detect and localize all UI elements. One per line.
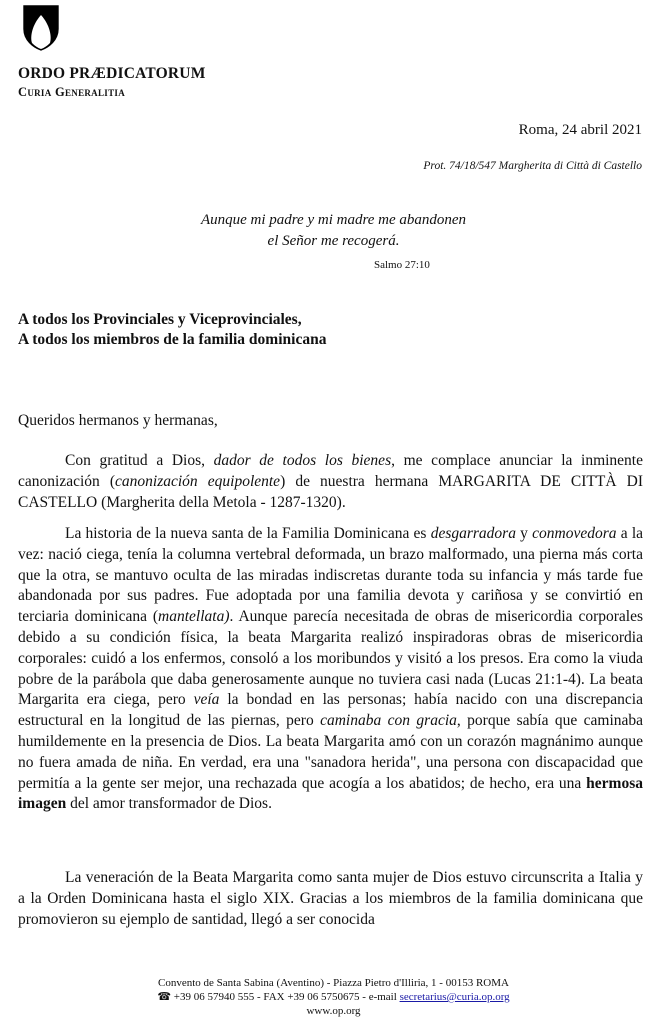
- email-link[interactable]: secretarius@curia.op.org: [399, 991, 510, 1003]
- body-paragraph: La historia de la nueva santa de la Familia Dominicana es desgarradora y conmovedora a la vez: nació ciega, tenía la columna vertebral deformada, un brazo malformado, una pierna más corta que la otra, se mantuvo oculta de las miradas indiscretas durante toda su infancia y más tarde fue abandonada por sus padres. Fue adoptada por una familia devota y cariñosa y se convirtió en terciaria dominicana (mantellata). Aunque parecía necesitada de obras de misericordia corporales debido a su condición física, la beata Margarita realizó inspiradoras obras de misericordia corporales: cuidó a los enfermos, consoló a los moribundos y visitó a los presos. Era como la viuda pobre de la parábola que daba generosamente aunque no tuviera casi nada (Lucas 21:1-4). La beata Margarita era ciega, pero veía la bondad en las personas; había nacido con una discrepancia estructural en la longitud de las piernas, pero caminaba con gracia, porque sabía que caminaba humildemente en la presencia de Dios. La beata Margarita amó con un corazón magnánimo aunque no fuera amada de niña. En verdad, era una "sanadora herida", una persona con discapacidad que permitía a la gente ser mejor, una rechazada que acogía a los abatidos; de hecho, era una hermosa imagen del amor transformador de Dios.: [18, 525, 644, 813]
- addressees: [18, 310, 326, 350]
- footer-address: Convento de Santa Sabina (Aventino) - Piazza Pietro d'Illiria, 1 - 00153 ROMA: [158, 977, 509, 989]
- addressee-line: A todos los miembros de la familia dominicana: [18, 331, 327, 348]
- dominican-shield-icon: [23, 5, 59, 51]
- order-name: ORDO PRÆDICATORUM: [18, 65, 206, 82]
- protocol-reference: Prot. 74/18/547 Margherita di Città di Castello: [423, 160, 642, 172]
- footer-contact: ☎ +39 06 57940 555 - FAX +39 06 5750675 - e-mail secretarius@curia.op.org: [157, 991, 510, 1003]
- body-paragraph: Con gratitud a Dios, dador de todos los bienes, me complace anunciar la inminente canonización (canonización equipolente) de nuestra hermana MARGARITA DE CITTÀ DI CASTELLO (Margherita della Metola - 1287-1320).: [18, 452, 643, 511]
- epigraph-line: Aunque mi padre y mi madre me abandonen: [200, 212, 467, 228]
- epigraph-reference: Salmo 27:10: [374, 259, 430, 271]
- epigraph-line: el Señor me recogerá.: [267, 233, 400, 249]
- letter-date: Roma, 24 abril 2021: [518, 122, 642, 138]
- addressee-line: A todos los Provinciales y Viceprovinciales,: [18, 311, 302, 328]
- body-paragraph: La veneración de la Beata Margarita como santa mujer de Dios estuvo circunscrita a Italia y a la Orden Dominicana hasta el siglo XIX. Gracias a los miembros de la familia dominicana que promovieron su ejemplo de santidad, llegó a ser conocida: [18, 869, 643, 928]
- footer: [0, 976, 667, 1018]
- salutation: Queridos hermanos y hermanas,: [18, 412, 218, 429]
- curia-name: Curia Generalitia: [18, 85, 125, 99]
- footer-website[interactable]: www.op.org: [306, 1005, 361, 1017]
- epigraph: [0, 210, 667, 252]
